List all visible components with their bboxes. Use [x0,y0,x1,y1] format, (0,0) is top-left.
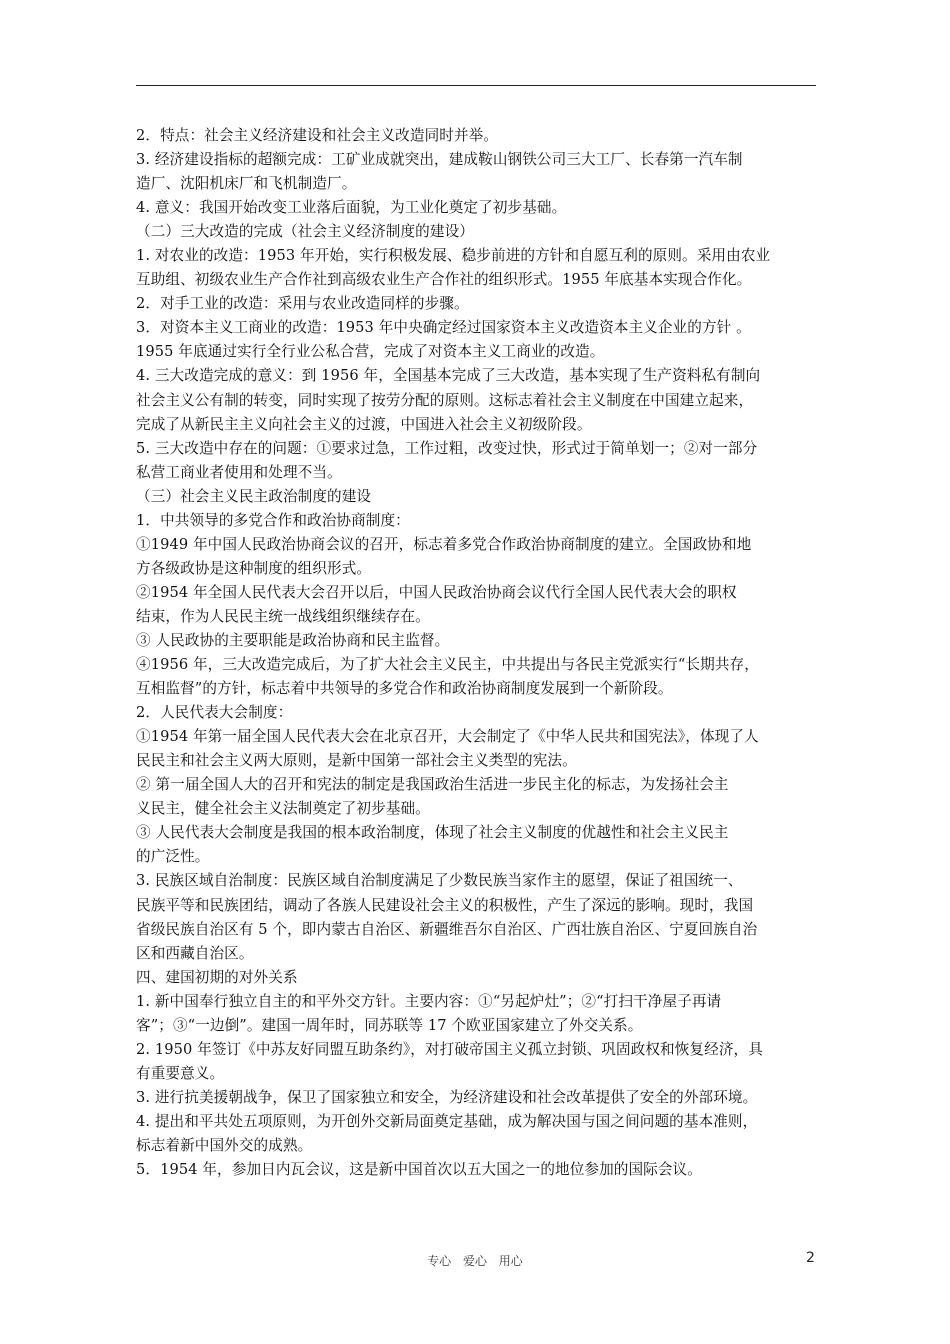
text-line: （三）社会主义民主政治制度的建设 [136,487,372,505]
text-line: 2．人民代表大会制度： [136,704,293,722]
document-body [136,124,826,1182]
text-line: 2．特点：社会主义经济建设和社会主义改造同时并举。 [136,127,499,144]
text-line: 2. 1950 年签订《中苏友好同盟互助条约》，对打破帝国主义孤立封锁、巩固政权和恢复经济，具 [136,1040,763,1058]
text-line: ②1954 年全国人民代表大会召开以后，中国人民政治协商会议代行全国人民代表大会的职权 [136,583,737,601]
text-line: 私营工商业者使用和处理不当。 [136,463,342,481]
text-line: 5．1954 年，参加日内瓦会议，这是新中国首次以五大国之一的地位参加的国际会议。 [136,1161,702,1179]
text-line: 4. 意义：我国开始改变工业落后面貌，为工业化奠定了初步基础。 [136,199,567,217]
text-line: 1. 对农业的改造：1953 年开始，实行积极发展、稳步前进的方针和自愿互利的原则。采用由农业 [136,247,771,265]
text-line: 完成了从新民主主义向社会主义的过渡，中国进入社会主义初级阶段。 [136,415,592,433]
text-line: 标志着新中国外交的成熟。 [136,1136,313,1154]
text-line: 3. 进行抗美援朝战争，保卫了国家独立和安全，为经济建设和社会改革提供了安全的外部环境。 [136,1088,758,1106]
text-line: 省级民族自治区有 5 个，即内蒙古自治区、新疆维吾尔自治区、广西壮族自治区、宁夏回族自治 [136,920,758,938]
text-line: 5. 三大改造中存在的问题：①要求过急，工作过粗，改变过快，形式过于简单划一；②对一部分 [136,439,758,457]
text-line: ①1949 年中国人民政治协商会议的召开，标志着多党合作政治协商制度的建立。全国政协和地 [136,535,752,553]
text-line: ② 第一届全国人大的召开和宪法的制定是我国政治生活进一步民主化的标志，为发扬社会主 [136,776,729,794]
text-line: 造厂、沈阳机床厂和飞机制造厂。 [136,175,357,193]
text-line: （二）三大改造的完成（社会主义经济制度的建设） [136,223,474,241]
text-line: 2．对手工业的改造：采用与农业改造同样的步骤。 [136,295,469,313]
header-rule [136,85,816,86]
text-line: 互助组、初级农业生产合作社到高级农业生产合作社的组织形式。1955 年底基本实现合作化。 [136,271,752,289]
text-line: 3. 民族区域自治制度：民族区域自治制度满足了少数民族当家作主的愿望，保证了祖国统一、 [136,872,743,890]
text-line: ④1956 年，三大改造完成后，为了扩大社会主义民主，中共提出与各民主党派实行“长期共存， [136,656,759,674]
text-line: 4. 三大改造完成的意义：到 1956 年，全国基本完成了三大改造，基本实现了生产资料私有制向 [136,367,761,385]
text-line: 四、建国初期的对外关系 [136,968,298,986]
text-line: 互相监督”的方针，标志着中共领导的多党合作和政治协商制度发展到一个新阶段。 [136,680,673,698]
text-line: 1. 新中国奉行独立自主的和平外交方针。主要内容：①“另起炉灶”；②“打扫干净屋子再请 [136,992,722,1010]
text-line: 1955 年底通过实行全行业公私合营，完成了对资本主义工商业的改造。 [136,343,605,361]
text-line: 结束，作为人民民主统一战线组织继续存在。 [136,607,430,625]
text-line: 民民主和社会主义两大原则，是新中国第一部社会主义类型的宪法。 [136,752,577,770]
text-line: 客”；③“一边倒”。建国一周年时，同苏联等 17 个欧亚国家建立了外交关系。 [136,1016,643,1034]
text-line: 方各级政协是这种制度的组织形式。 [136,559,372,577]
text-line: 有重要意义。 [136,1064,225,1082]
text-line: 的广泛性。 [136,848,210,866]
text-line: 民族平等和民族团结，调动了各族人民建设社会主义的积极性，产生了深远的影响。现时，我国 [136,896,754,914]
page-number: 2 [806,1250,815,1266]
text-line: 4. 提出和平共处五项原则，为开创外交新局面奠定基础，成为解决国与国之间问题的基本准则， [136,1112,758,1130]
text-line: ③ 人民代表大会制度是我国的根本政治制度，体现了社会主义制度的优越性和社会主义民主 [136,824,729,842]
text-line: ①1954 年第一届全国人民代表大会在北京召开，大会制定了《中华人民共和国宪法》，体现了人 [136,728,759,746]
text-line: 3．对资本主义工商业的改造：1953 年中央确定经过国家资本主义改造资本主义企业的方针 。 [136,319,751,337]
text-line: 区和西藏自治区。 [136,944,254,962]
text-line: 1．中共领导的多党合作和政治协商制度： [136,511,410,529]
footer-motto: 专心 爱心 用心 [427,1254,523,1268]
text-line: 3. 经济建设指标的超额完成：工矿业成就突出，建成鞍山钢铁公司三大工厂、长春第一汽车制 [136,151,743,169]
text-line: ③ 人民政协的主要职能是政治协商和民主监督。 [136,631,450,649]
text-line: 社会主义公有制的转变，同时实现了按劳分配的原则。这标志着社会主义制度在中国建立起来， [136,391,754,409]
text-line: 义民主，健全社会主义法制奠定了初步基础。 [136,800,430,818]
